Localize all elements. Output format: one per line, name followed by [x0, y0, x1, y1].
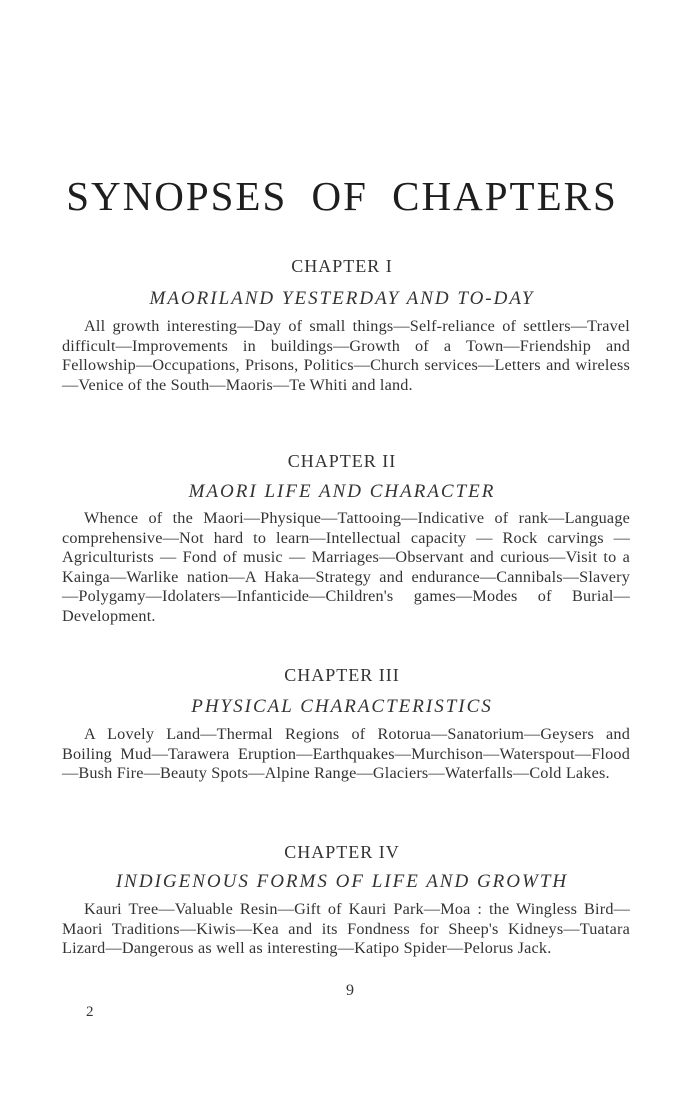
chapter-2-subtitle: MAORI LIFE AND CHARACTER [188, 481, 496, 502]
chapter-3-synopsis: A Lovely Land—Thermal Regions of Rotorua—Sanatorium—Geysers and Boiling Mud—Tarawera Eruption—Earthquakes—Murchison—Waterspout—Flood—Bush Fire—Beauty Spots—Alpine Range—Glaciers—Waterfalls—Cold Lakes. [62, 725, 630, 783]
chapter-3-subtitle: PHYSICAL CHARACTERISTICS [191, 696, 493, 717]
page-title: SYNOPSES OF CHAPTERS [66, 173, 618, 219]
page-number: 9 [346, 982, 354, 999]
chapter-4-subtitle: INDIGENOUS FORMS OF LIFE AND GROWTH [115, 871, 569, 892]
chapter-2-heading: CHAPTER II [287, 451, 397, 471]
chapter-4-synopsis: Kauri Tree—Valuable Resin—Gift of Kauri Park—Moa : the Wingless Bird—Maori Traditions—Kiwis—Kea and its Fondness for Sheep's Kidneys—Tuatara Lizard—Dangerous as well as interesting—Katipo Spider—Pelorus Jack. [62, 900, 630, 958]
chapter-3-heading: CHAPTER III [284, 665, 400, 685]
chapter-4-heading: CHAPTER IV [284, 842, 400, 862]
chapter-1-synopsis: All growth interesting—Day of small things—Self-reliance of settlers—Travel difficult—Improvements in buildings—Growth of a Town—Friendship and Fellowship—Occupations, Prisons, Politics—Church services—Letters and wireless—Venice of the South—Maoris—Te Whiti and land. [62, 317, 630, 394]
signature-mark: 2 [86, 1004, 94, 1020]
chapter-2-synopsis: Whence of the Maori—Physique—Tattooing—Indicative of rank—Language comprehensive—Not hard to learn—Intellectual capacity — Rock carvings — Agriculturists — Fond of music — Marriages—Observant and curious—Visit to a Kainga—Warlike nation—A Haka—Strategy and endurance—Cannibals—Slavery—Polygamy—Idolaters—Infanticide—Children's games—Modes of Burial—Development. [62, 509, 630, 625]
chapter-1-subtitle: MAORILAND YESTERDAY AND TO-DAY [149, 288, 535, 309]
chapter-1-heading: CHAPTER I [291, 256, 393, 276]
